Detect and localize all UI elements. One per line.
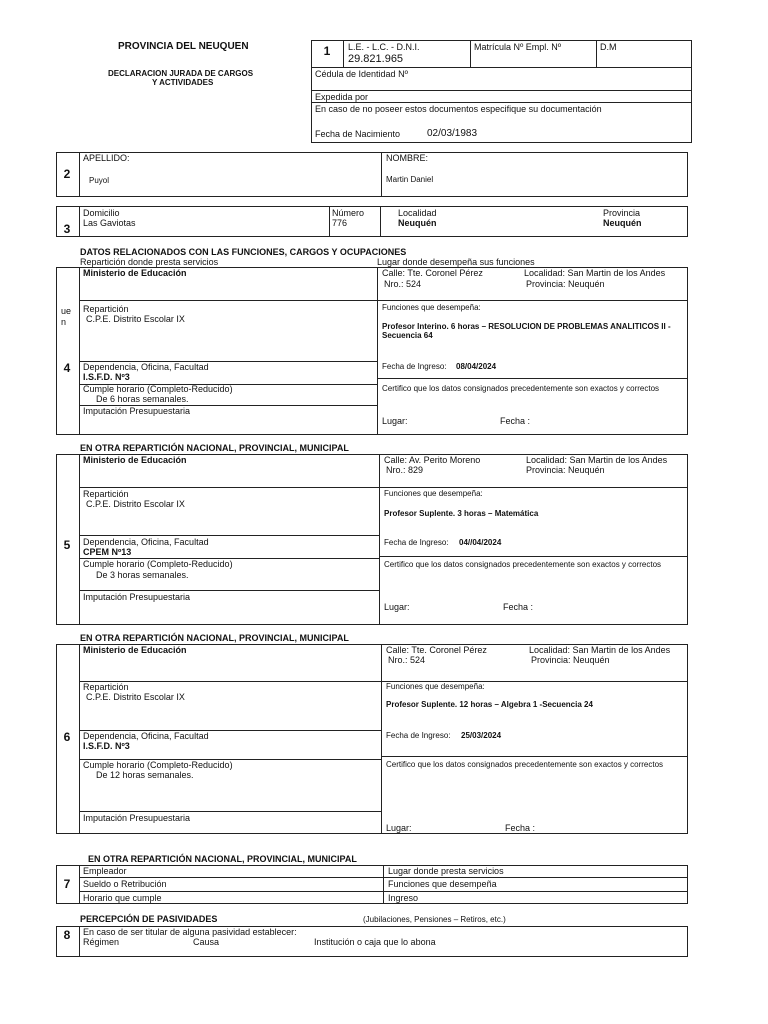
s6-dependencia-value: I.S.F.D. Nº3 <box>83 741 130 751</box>
section1-number: 1 <box>323 44 331 58</box>
s5-localidad: Localidad: San Martin de los Andes <box>526 455 668 465</box>
section3-box <box>56 206 688 237</box>
section8-number: 8 <box>63 928 71 942</box>
s6-nro: Nro.: 524 <box>388 655 426 665</box>
domicilio-label: Domicilio <box>83 208 120 218</box>
s4-ingreso-label: Fecha de Ingreso: <box>382 362 447 371</box>
s6-reparticion-value: C.P.E. Distrito Escolar IX <box>86 692 185 702</box>
s6-funciones-value: Profesor Suplente. 12 horas – Algebra 1 -Secuencia 24 <box>386 700 593 709</box>
nombre-label: NOMBRE: <box>386 153 429 163</box>
s6-cumple-label: Cumple horario (Completo-Reducido) <box>83 760 233 770</box>
section4-side-text-1: ue <box>61 306 72 316</box>
s4-cumple-value: De 6 horas semanales. <box>96 394 189 404</box>
s4-fecha: Fecha : <box>500 416 531 426</box>
s5-funciones-label: Funciones que desempeña: <box>384 489 483 498</box>
s5-provincia: Provincia: Neuquén <box>526 465 605 475</box>
s5-calle: Calle: Av. Perito Moreno <box>384 455 481 465</box>
s5-ingreso-label: Fecha de Ingreso: <box>384 538 449 547</box>
form-title-line2: Y ACTIVIDADES <box>152 78 214 87</box>
doc-type-label: L.E. - L.C. - D.N.I. <box>348 42 420 52</box>
s6-localidad: Localidad: San Martin de los Andes <box>529 645 671 655</box>
s8-causa: Causa <box>193 937 220 947</box>
form-title-line1: DECLARACION JURADA DE CARGOS <box>108 69 254 78</box>
s6-cumple-value: De 12 horas semanales. <box>96 770 194 780</box>
s5-dependencia-label: Dependencia, Oficina, Facultad <box>83 537 209 547</box>
section4-sub-left: Repartición donde presta servicios <box>80 257 219 267</box>
localidad-value: Neuquén <box>398 218 437 228</box>
doc-number-value: 29.821.965 <box>348 53 404 65</box>
s6-provincia: Provincia: Neuquén <box>531 655 610 665</box>
s5-reparticion-value: C.P.E. Distrito Escolar IX <box>86 499 185 509</box>
s6-ingreso-label: Fecha de Ingreso: <box>386 731 451 740</box>
s4-ministerio: Ministerio de Educación <box>83 268 187 278</box>
dm-label: D.M <box>600 42 617 52</box>
s6-ministerio: Ministerio de Educación <box>83 645 187 655</box>
s4-ingreso-value: 08/04/2024 <box>456 362 497 371</box>
section3-number: 3 <box>63 222 71 236</box>
section7-number: 7 <box>63 877 71 891</box>
s4-provincia: Provincia: Neuquén <box>526 279 605 289</box>
s4-lugar: Lugar: <box>382 416 408 426</box>
s5-reparticion-label: Repartición <box>83 489 129 499</box>
s5-certifico: Certifico que los datos consignados precedentemente son exactos y correctos <box>384 560 662 569</box>
s8-regimen: Régimen <box>83 937 120 947</box>
s5-lugar: Lugar: <box>384 602 410 612</box>
section5-heading: EN OTRA REPARTICIÓN NACIONAL, PROVINCIAL, MUNICIPAL <box>80 443 349 453</box>
section4-heading: DATOS RELACIONADOS CON LAS FUNCIONES, CARGOS Y OCUPACIONES <box>80 247 407 257</box>
s8-institucion: Institución o caja que lo abona <box>314 937 436 947</box>
s5-imputacion: Imputación Presupuestaria <box>83 592 191 602</box>
section5-number: 5 <box>63 538 71 552</box>
birthdate-value: 02/03/1983 <box>427 128 478 139</box>
section6-heading: EN OTRA REPARTICIÓN NACIONAL, PROVINCIAL, MUNICIPAL <box>80 633 349 643</box>
section4-number: 4 <box>63 361 71 375</box>
numero-value: 776 <box>332 218 348 228</box>
s6-ingreso-value: 25/03/2024 <box>461 731 502 740</box>
s5-cumple-label: Cumple horario (Completo-Reducido) <box>83 559 233 569</box>
s5-nro: Nro.: 829 <box>386 465 424 475</box>
s7-funciones: Funciones que desempeña <box>388 879 497 889</box>
s6-imputacion: Imputación Presupuestaria <box>83 813 191 823</box>
s4-reparticion-label: Repartición <box>83 304 129 314</box>
s7-horario: Horario que cumple <box>83 893 162 903</box>
s4-certifico: Certifico que los datos consignados precedentemente son exactos y correctos <box>382 384 660 393</box>
s6-dependencia-label: Dependencia, Oficina, Facultad <box>83 731 209 741</box>
provincia-label: Provincia <box>603 208 641 218</box>
numero-label: Número <box>332 208 365 218</box>
apellido-value: Puyol <box>89 176 110 185</box>
section2-number: 2 <box>63 167 71 181</box>
s6-certifico: Certifico que los datos consignados precedentemente son exactos y correctos <box>386 760 664 769</box>
s7-ingreso: Ingreso <box>388 893 419 903</box>
s4-funciones-line1: Profesor Interino. 6 horas – RESOLUCION DE PROBLEMAS ANALITICOS II - <box>382 322 671 331</box>
s7-lugar-servicios: Lugar donde presta servicios <box>388 866 504 876</box>
s5-ingreso-value: 04//04/2024 <box>459 538 502 547</box>
s7-empleador: Empleador <box>83 866 127 876</box>
other-docs-label: En caso de no poseer estos documentos especifique su documentación <box>315 104 602 114</box>
section8-heading: PERCEPCIÓN DE PASIVIDADES <box>80 914 218 924</box>
nombre-value: Martin Daniel <box>386 175 434 184</box>
s4-imputacion: Imputación Presupuestaria <box>83 406 191 416</box>
expedida-label: Expedida por <box>315 92 369 102</box>
matricula-label: Matrícula Nº Empl. Nº <box>474 42 562 52</box>
s6-funciones-label: Funciones que desempeña: <box>386 682 485 691</box>
s5-ministerio: Ministerio de Educación <box>83 455 187 465</box>
s5-dependencia-value: CPEM Nº13 <box>83 547 132 557</box>
cedula-label: Cédula de Identidad Nº <box>315 69 408 79</box>
section4-sub-right: Lugar donde desempeña sus funciones <box>377 257 535 267</box>
s4-funciones-line2: Secuencia 64 <box>382 331 433 340</box>
apellido-label: APELLIDO: <box>83 153 130 163</box>
s4-funciones-label: Funciones que desempeña: <box>382 303 481 312</box>
s8-line1: En caso de ser titular de alguna pasividad establecer: <box>83 927 297 937</box>
s4-reparticion-value: C.P.E. Distrito Escolar IX <box>86 314 185 324</box>
s4-cumple-label: Cumple horario (Completo-Reducido) <box>83 384 233 394</box>
section6-number: 6 <box>63 730 71 744</box>
s5-cumple-value: De 3 horas semanales. <box>96 570 189 580</box>
s6-calle: Calle: Tte. Coronel Pérez <box>386 645 487 655</box>
s5-fecha: Fecha : <box>503 602 534 612</box>
s4-dependencia-value: I.S.F.D. Nº3 <box>83 372 130 382</box>
domicilio-value: Las Gaviotas <box>83 218 136 228</box>
s6-reparticion-label: Repartición <box>83 682 129 692</box>
localidad-label: Localidad <box>398 208 437 218</box>
birthdate-label: Fecha de Nacimiento <box>315 129 401 139</box>
s6-fecha: Fecha : <box>505 823 536 833</box>
provincia-value: Neuquén <box>603 218 642 228</box>
province-title: PROVINCIA DEL NEUQUEN <box>118 41 249 52</box>
s4-localidad: Localidad: San Martin de los Andes <box>524 268 666 278</box>
s7-sueldo: Sueldo o Retribución <box>83 879 167 889</box>
s6-lugar: Lugar: <box>386 823 412 833</box>
s4-calle: Calle: Tte. Coronel Pérez <box>382 268 483 278</box>
s4-dependencia-label: Dependencia, Oficina, Facultad <box>83 362 209 372</box>
section8-heading-note: (Jubilaciones, Pensiones – Retiros, etc.) <box>363 915 506 924</box>
s5-funciones-value: Profesor Suplente. 3 horas – Matemática <box>384 509 539 518</box>
s4-nro: Nro.: 524 <box>384 279 422 289</box>
section7-heading: EN OTRA REPARTICIÓN NACIONAL, PROVINCIAL, MUNICIPAL <box>88 854 357 864</box>
section2-box <box>56 152 688 197</box>
section4-side-text-2: n <box>61 317 67 327</box>
